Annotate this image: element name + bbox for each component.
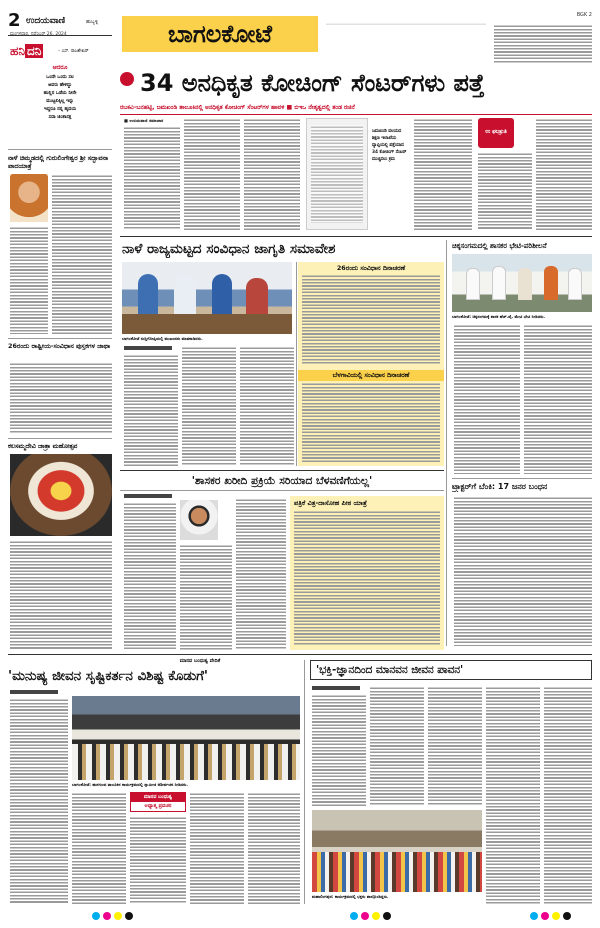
shasakara-col-1 <box>124 502 176 650</box>
bottom-kicker: ಮಾನವ ಬಂಧುತ್ವ ವೇದಿಕೆ <box>179 658 221 664</box>
right-rule <box>452 478 592 479</box>
shasakara-col-3 <box>236 498 286 650</box>
hanidani-box <box>8 40 112 150</box>
mla-visit-caption: ಬಾಗಲಕೋಟೆ: ಚಿಕ್ಕಸಂಗಮಕ್ಕೆ ಶಾಸಕ ಹೆಚ್.ವೈ. ಮೇಟಿ ಭೇಟಿ ನೀಡಿದರು. <box>452 314 546 319</box>
bottom-left-col-1 <box>10 698 68 904</box>
page-code: BGK 2 <box>576 12 592 18</box>
gathering-photo <box>72 696 300 780</box>
left-story3-headline: ಕಲಸಮ್ಮದೇವಿ ಜಾತ್ರಾ ಮಹೋತ್ಸವ <box>8 442 78 450</box>
lead-document-image <box>306 118 368 230</box>
left-story1-text-b <box>10 226 48 334</box>
bottom-right-byline <box>312 686 360 690</box>
poem-line: ಸದಾ ಚಿಂತಾಸಕ್ತ <box>48 115 72 120</box>
shasakara-byline <box>124 494 172 498</box>
left-story1-headline: ನಾಳೆ ಚಿಮ್ಮಡದಲ್ಲಿ ಗುರುಲಿಂಗೇಶ್ವರ ಶ್ರೀ ಸದ್ಭಾವನಾ ಪಾದಯಾತ್ರೆ <box>8 154 109 170</box>
right-story2-headline: ಟ್ರ್ಯಾಕ್ಟರ್‌ಗೆ ಬೆಂಕಿ: 17 ಜನರ ಬಂಧನ <box>452 482 548 491</box>
samvidhana-headline: ನಾಳೆ ರಾಜ್ಯಮಟ್ಟದ ಸಂವಿಧಾನ ಜಾಗೃತಿ ಸಮಾವೇಶ <box>122 241 336 257</box>
left-rule-2 <box>8 438 112 439</box>
lead-col-6 <box>536 118 592 230</box>
person-figure <box>246 278 268 314</box>
press-table <box>122 314 292 334</box>
lead-col-1 <box>124 126 180 230</box>
lead-col-3 <box>244 118 300 230</box>
registration-dot <box>383 912 391 920</box>
person-figure <box>138 274 158 314</box>
registration-dot <box>125 912 133 920</box>
person-figure <box>568 268 582 300</box>
bottom-left-col-5 <box>248 792 300 904</box>
registration-marks-left <box>92 912 133 920</box>
right-col-divider <box>446 240 447 646</box>
jatra-photo <box>10 454 112 536</box>
registration-dot <box>92 912 100 920</box>
edition: ಹುಬ್ಬಳ್ಳಿ <box>86 19 99 25</box>
lead-rule <box>120 114 592 115</box>
shasakara-headline: 'ಶಾಸಕರ ಖರೀದಿ ಪ್ರಕ್ರಿಯೆ ಸರಿಯಾದ ಬೆಳವಣಿಗೆಯಲ್ಲ' <box>191 475 373 487</box>
lead-col-5 <box>478 152 532 230</box>
lead-sidebar-quote: ಜಮಖಂಡಿ ವಲಯದ ಶಿಕ್ಷಣ ಇಲಾಖೆಯ ವ್ಯಾಪ್ತಿಯಲ್ಲಿ ಪತ್ತೆಯಾದ 34 ಕೋಚಿಂಗ್ ಸೆಂಟರ್ ಮುಚ್ಚಿಸಲು ಕ್ರಮ <box>372 129 407 162</box>
hanidani-poem <box>8 64 112 122</box>
bottom-badge-line2: ಅಧ್ಯಾತ್ಮ ಪ್ರವಚನ <box>144 803 172 809</box>
poem-line: ಇದ್ದರೂ ನನ್ನ ಹೃದಯ <box>43 107 77 112</box>
paper-name: ಉದಯವಾಣಿ <box>26 16 66 26</box>
hanidani-logo-part2: ದನಿ <box>27 44 42 58</box>
leader-portrait <box>180 500 218 540</box>
masthead-rule <box>8 35 112 36</box>
samvidhana-col-1 <box>124 354 178 466</box>
poem-line: ಹುಲ್ಲಿನ ಒಡೆಯ ನೀನೇ <box>43 91 77 96</box>
date-line <box>10 31 67 37</box>
poem-line: ಅವರು ಹೇಳಿದ್ದು <box>48 83 72 88</box>
press-meet-caption: ಬಾಗಲಕೋಟೆ ಸುದ್ದಿಗೋಷ್ಠಿಯಲ್ಲಿ ಮುಖಂಡರು ಮಾತನಾಡಿದರು. <box>122 336 203 341</box>
left-story2-text <box>10 362 112 434</box>
registration-marks-center <box>350 912 391 920</box>
samvidhana-box2-title: ಬೆಳಗಾವಿಯಲ್ಲಿ ಸಂವಿಧಾನ ದಿನಾಚರಣೆ <box>298 370 444 381</box>
bottom-right-col-2 <box>370 686 424 806</box>
poem-line: ಒಂದೇ ಒಂದು ಸಲ <box>46 75 74 80</box>
samvidhana-byline <box>124 346 172 350</box>
bottom-left-headline: 'ಮನುಷ್ಯ ಜೀವನ ಸೃಷ್ಟಿಕರ್ತನ ವಿಶಿಷ್ಟ ಕೊಡುಗೆ' <box>8 669 208 684</box>
lead-badge <box>478 118 514 148</box>
gathering-caption: ಬಾಗಲಕೋಟೆ: ಹುನಗುಂದ ತಾಲೂಕಿನ ಕಾರ್ಯಕ್ರಮದಲ್ಲಿ ಸ್ವಾಮೀಜಿ ಆಶೀರ್ವಚನ ನೀಡಿದರು. <box>72 782 188 787</box>
poem-line: ಮುಟ್ಟಲಿಕ್ಕಿಲ್ಲ ಇನ್ನು <box>46 99 74 104</box>
person-figure <box>544 266 558 300</box>
lead-col-2 <box>184 118 240 230</box>
left-rule-1 <box>8 338 112 339</box>
left-story1-text <box>52 174 112 334</box>
registration-dot <box>114 912 122 920</box>
top-right-text <box>494 24 592 64</box>
swamiji-photo <box>10 174 48 222</box>
person-figure <box>492 266 506 300</box>
section-banner: ಬಾಗಲಕೋಟೆ <box>122 16 318 52</box>
right-story1-headline: ಚಿಕ್ಕಸಂಗಮದಲ್ಲಿ ಶಾಸಕರ ಭೇಟಿ-ಪರಿಶೀಲನೆ <box>452 242 547 250</box>
shasakara-rule-2 <box>120 490 444 491</box>
bottom-badge-line1: ಮಾನವ ಬಂಧುತ್ವ <box>131 793 185 802</box>
registration-dot <box>361 912 369 920</box>
lead-byline: ■ ಉದಯವಾಣಿ ಸಮಾಚಾರ <box>124 118 164 123</box>
registration-dot <box>563 912 571 920</box>
bottom-right-col-4 <box>486 686 540 904</box>
top-mid-text <box>326 22 486 26</box>
bottom-left-col-3 <box>130 816 186 904</box>
left-story2-headline: 26ರಂದು ರಾಷ್ಟ್ರೀಯ-ಸಂವಿಧಾನ ಪುಸ್ತಕಗಳ ಜಾಥಾ <box>8 342 111 350</box>
lead-subhead: ರಬಕವಿ-ಬನಹಟ್ಟಿ, ಜಮಖಂಡಿ ತಾಲೂಕಿನಲ್ಲಿ ಅನಧಿಕೃತ ಕೋಚಿಂಗ್ ಸೆಂಟರ್‌ಗಳ ಹಾವಳಿ ■ ಬಿಇಒ ನೇತೃತ್ವದಲ್ಲಿ ತಂಡ ರಚನೆ <box>120 104 355 111</box>
samvidhana-box1-text <box>302 274 440 364</box>
person-figure <box>518 268 532 300</box>
registration-marks-right <box>530 912 571 920</box>
right-story1-col-2 <box>524 324 592 474</box>
lead-badge-icon <box>120 72 134 86</box>
registration-dot <box>350 912 358 920</box>
shasakara-col-2 <box>180 544 232 650</box>
person-figure <box>212 274 232 314</box>
samvidhana-box <box>298 262 444 466</box>
mla-visit-photo <box>452 254 592 312</box>
right-story1-col-1 <box>454 324 520 474</box>
hanidani-title: ಆದರೂ <box>52 64 68 71</box>
lead-headline: 34 ಅನಧಿಕೃತ ಕೋಚಿಂಗ್ ಸೆಂಟರ್‌ಗಳು ಪತ್ತೆ <box>140 69 485 97</box>
bottom-left-byline <box>10 690 58 694</box>
samvidhana-box2-text <box>302 382 440 462</box>
left-story3-text <box>10 540 112 650</box>
lead-col-4 <box>414 118 472 230</box>
bottom-divider <box>304 660 305 904</box>
samvidhana-col-2 <box>182 346 236 466</box>
shasakara-box-title: ಪತ್ರಿಕೆ ವಿತ್ರ-ದಾಸೋಹ ಪೀಠ ಯಾತ್ರೆ <box>294 499 367 507</box>
registration-dot <box>552 912 560 920</box>
person-figure <box>466 268 480 300</box>
shasakara-rule <box>120 470 444 471</box>
samvidhana-divider <box>296 262 297 466</box>
bottom-rule <box>8 654 592 655</box>
bottom-right-headline: 'ಭಕ್ತಿ-ಜ್ಞಾನದಿಂದ ಮಾನವನ ಜೀವನ ಪಾವನ' <box>316 664 464 676</box>
bottom-right-col-5 <box>544 686 592 904</box>
hanidani-author: – ಎಸ್. ರಾಜಶೇಖರ್ <box>58 49 89 54</box>
lead-bottom-rule <box>120 236 592 237</box>
bottom-left-col-2 <box>72 792 126 904</box>
page-number: 2 <box>8 10 21 31</box>
right-story2-text <box>454 496 592 646</box>
registration-dot <box>372 912 380 920</box>
samvidhana-box1-title: 26ರಂದು ಸಂವಿಧಾನ ದಿನಾಚರಣೆ <box>336 264 406 272</box>
registration-dot <box>103 912 111 920</box>
person-figure <box>174 276 196 314</box>
shasakara-box-text <box>294 510 440 646</box>
bottom-left-col-4 <box>190 792 244 904</box>
lead-badge-label: ಉ ಫಲಶ್ರುತಿ <box>485 129 507 135</box>
hanidani-logo-part1: ಹನಿ <box>10 44 25 58</box>
bottom-right-col-1 <box>312 694 366 806</box>
bottom-right-col-3 <box>428 686 482 806</box>
samvidhana-col-3 <box>240 346 294 466</box>
crowd-row <box>312 852 482 892</box>
lead-document-text <box>311 125 363 223</box>
registration-dot <box>541 912 549 920</box>
devotees-photo <box>312 810 482 892</box>
shasakara-box <box>290 496 444 650</box>
hanidani-logo <box>10 44 43 59</box>
press-meet-photo <box>122 262 292 334</box>
registration-dot <box>530 912 538 920</box>
bottom-badge <box>130 792 186 812</box>
devotees-caption: ಮಹಾಲಿಂಗಪುರ: ಕಾರ್ಯಕ್ರಮದಲ್ಲಿ ಭಕ್ತರು ಪಾಲ್ಗೊಂಡಿದ್ದರು. <box>312 894 389 899</box>
crowd-row <box>72 744 300 780</box>
